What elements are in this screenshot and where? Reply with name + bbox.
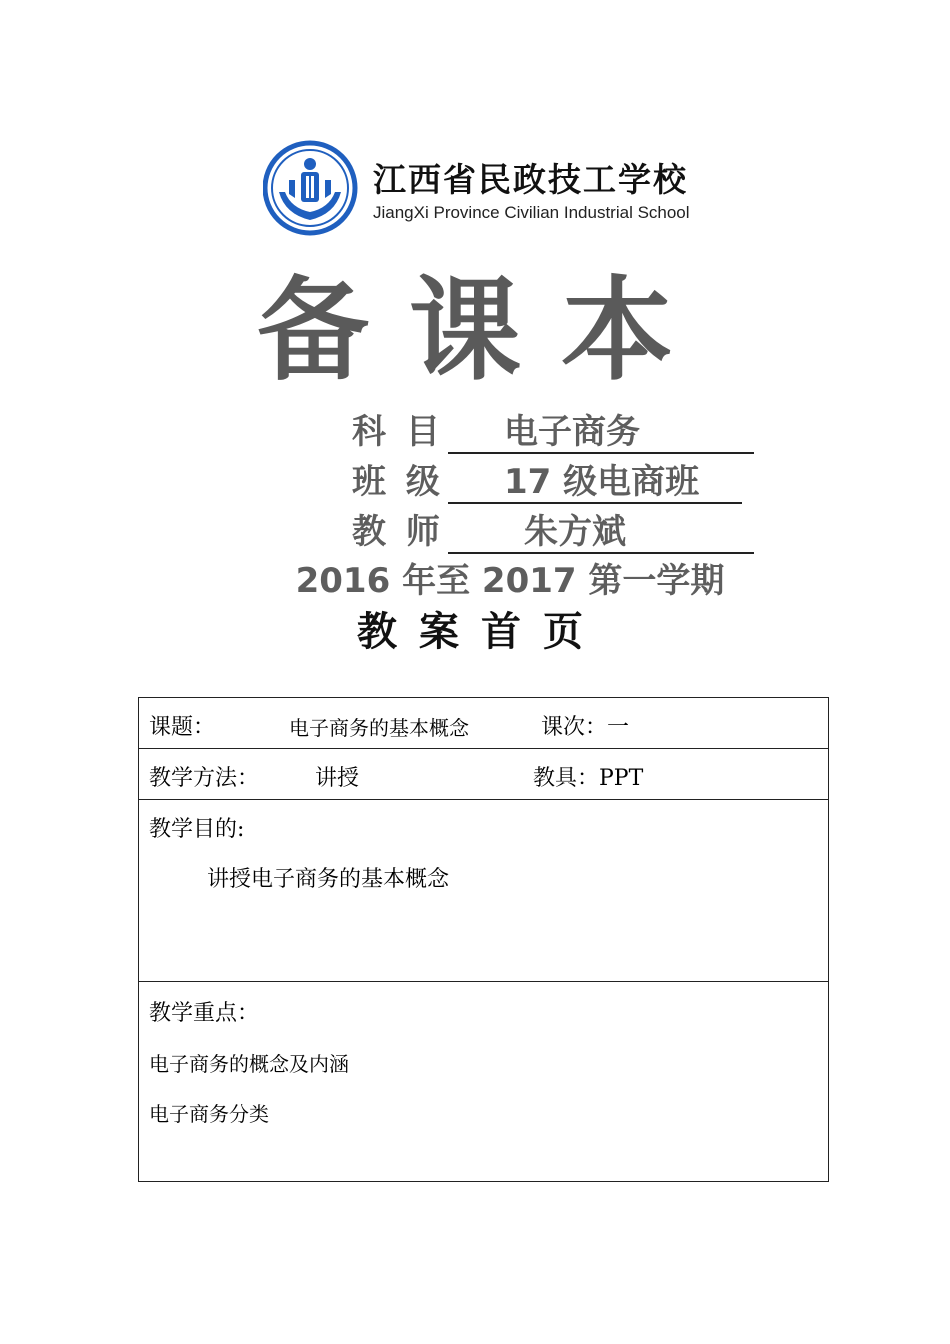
- focus-row: [139, 982, 829, 1182]
- school-logo-block: [263, 140, 703, 236]
- teacher-label: 教 师: [352, 512, 444, 552]
- focus-item: 电子商务分类: [149, 1102, 269, 1126]
- class-row: [352, 454, 742, 502]
- goal-label: 教学目的:: [149, 817, 245, 842]
- subject-row: [352, 404, 754, 452]
- class-label: 班 级: [352, 462, 444, 502]
- focus-label: 教学重点：: [149, 1001, 260, 1026]
- lesson-plan-table: [138, 697, 829, 1182]
- school-name-cn: 江西省民政技工学校: [373, 160, 688, 199]
- class-value: 17 级电商班: [448, 462, 742, 504]
- page-title: 备课本: [257, 266, 713, 396]
- session-label: 课次：一: [541, 715, 630, 740]
- teacher-row: [352, 504, 754, 552]
- subject-label: 科 目: [352, 412, 444, 452]
- subject-value: 电子商务: [448, 412, 754, 454]
- method-value: 讲授: [315, 766, 360, 791]
- section-heading: 教案首页: [357, 609, 605, 655]
- topic-row: [139, 698, 829, 749]
- focus-item: 电子商务的概念及内涵: [149, 1052, 349, 1076]
- topic-value: 电子商务的基本概念: [289, 716, 469, 740]
- topic-label: 课题：: [149, 715, 216, 740]
- teacher-value: 朱方斌: [448, 512, 754, 554]
- school-name-en: JiangXi Province Civilian Industrial School: [373, 203, 690, 222]
- term-text: 2016 年至 2017 第一学期: [295, 561, 725, 601]
- goal-value: 讲授电子商务的基本概念: [207, 867, 450, 892]
- school-emblem-icon: [263, 140, 359, 236]
- goal-row: [139, 800, 829, 982]
- tools-label: 教具：PPT: [533, 766, 644, 791]
- method-label: 教学方法：: [149, 766, 260, 791]
- method-row: [139, 749, 829, 800]
